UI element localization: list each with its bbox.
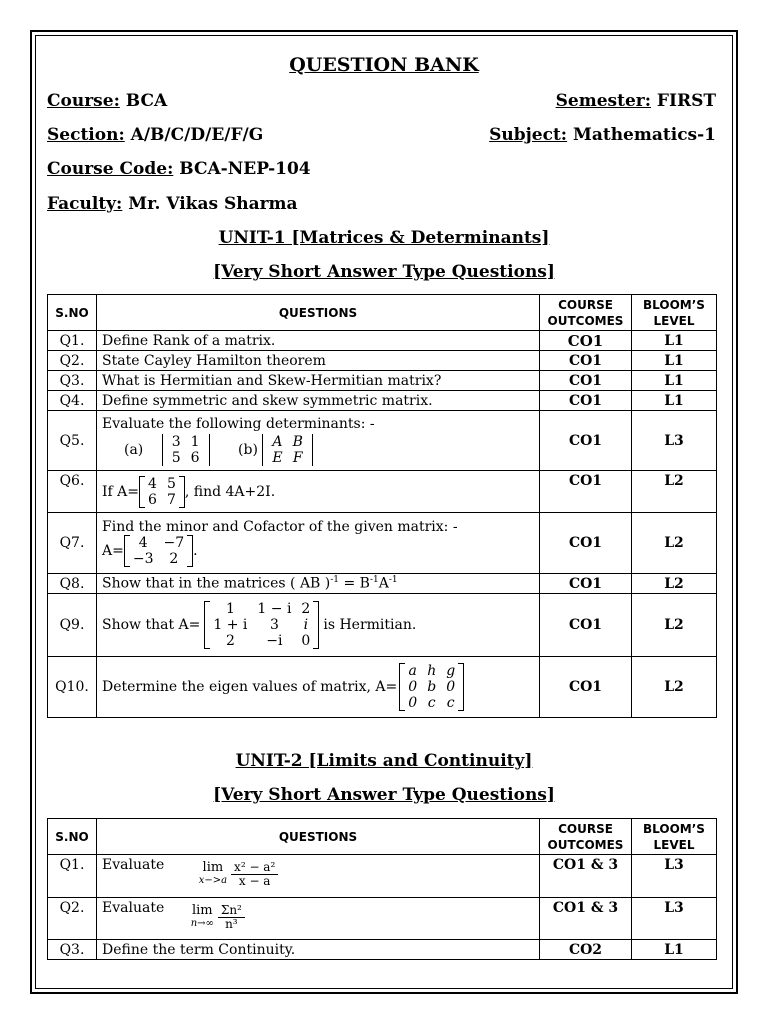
course-label: Course: <box>47 91 120 111</box>
table-row <box>48 594 717 657</box>
row-number: Q1. <box>48 855 97 898</box>
blooms-level: L3 <box>632 898 717 940</box>
row-number: Q9. <box>48 594 97 657</box>
question-text: What is Hermitian and Skew-Hermitian matrix? <box>97 371 540 391</box>
question-text <box>97 471 540 513</box>
blooms-level: L3 <box>632 411 717 471</box>
question-text <box>97 594 540 657</box>
q10-prefix: Determine the eigen values of matrix, A= <box>102 679 398 695</box>
q5a-determinant: 3 1 5 6 <box>162 434 210 466</box>
subject-label: Subject: <box>489 125 568 145</box>
question-text <box>97 657 540 718</box>
question-text <box>97 855 540 898</box>
question-text <box>97 898 540 940</box>
q9-matrix: 1 1 − i 2 1 + i 3 i 2 −i 0 <box>204 601 319 649</box>
document-title: QUESTION BANK <box>289 54 479 76</box>
q6-matrix: 4 5 6 7 <box>139 476 185 508</box>
question-text: Define symmetric and skew symmetric matrix. <box>97 391 540 411</box>
blooms-level: L1 <box>632 940 717 960</box>
header-sno: S.NO <box>48 295 97 331</box>
header-course-outcomes: COURSE OUTCOMES <box>540 819 632 855</box>
question-text: Show that in the matrices ( AB )$^{-1} = B^{-1}A^{-1}$ <box>97 574 540 594</box>
table-header-row <box>48 819 717 855</box>
table-row <box>48 574 717 594</box>
table-row <box>48 371 717 391</box>
table-row <box>48 411 717 471</box>
question-text <box>97 411 540 471</box>
q5b-determinant: A B E F <box>262 434 313 466</box>
unit2-table <box>47 818 717 960</box>
course-code-line <box>47 159 311 179</box>
question-text: Define Rank of a matrix. <box>97 331 540 351</box>
table-row <box>48 657 717 718</box>
row-number: Q6. <box>48 471 97 513</box>
row-number: Q3. <box>48 940 97 960</box>
subject-value: Mathematics-1 <box>573 125 716 145</box>
header-blooms-level: BLOOM’S LEVEL <box>632 295 717 331</box>
course-outcome: CO1 <box>540 351 632 371</box>
blooms-level: L2 <box>632 574 717 594</box>
row-number: Q2. <box>48 351 97 371</box>
q7-prefix: A= <box>102 543 124 559</box>
q9-suffix: is Hermitian. <box>323 617 417 633</box>
header-course-outcomes: COURSE OUTCOMES <box>540 295 632 331</box>
semester-label: Semester: <box>555 91 651 111</box>
faculty-label: Faculty: <box>47 194 123 214</box>
row-number: Q5. <box>48 411 97 471</box>
semester-line <box>556 91 716 111</box>
question-text <box>97 513 540 574</box>
row-number: Q10. <box>48 657 97 718</box>
blooms-level: L1 <box>632 371 717 391</box>
section-value: A/B/C/D/E/F/G <box>130 125 264 145</box>
course-code-value: BCA-NEP-104 <box>179 159 311 179</box>
row-number: Q2. <box>48 898 97 940</box>
course-outcome: CO1 <box>540 594 632 657</box>
question-q5-text: Evaluate the following determinants: - <box>102 415 375 432</box>
header-questions: QUESTIONS <box>97 295 540 331</box>
table-row <box>48 351 717 371</box>
faculty-value: Mr. Vikas Sharma <box>128 194 298 214</box>
row-number: Q1. <box>48 331 97 351</box>
question-q7-text: Find the minor and Cofactor of the given matrix: - <box>102 519 458 535</box>
unit2-title: UNIT-2 [Limits and Continuity] <box>235 751 533 771</box>
course-code-label: Course Code: <box>47 159 174 179</box>
blooms-level: L3 <box>632 855 717 898</box>
row-number: Q7. <box>48 513 97 574</box>
course-outcome: CO1 <box>540 657 632 718</box>
blooms-level: L1 <box>632 351 717 371</box>
course-outcome: CO1 <box>540 331 632 351</box>
q5-part-b: (b) <box>238 441 258 458</box>
unit1-title: UNIT-1 [Matrices & Determinants] <box>218 228 550 248</box>
table-row <box>48 391 717 411</box>
course-outcome: CO1 <box>540 411 632 471</box>
row-number: Q3. <box>48 371 97 391</box>
section-line <box>47 125 263 145</box>
header-blooms-level: BLOOM’S LEVEL <box>632 819 717 855</box>
question-text: State Cayley Hamilton theorem <box>97 351 540 371</box>
course-outcome: CO1 <box>540 371 632 391</box>
blooms-level: L2 <box>632 594 717 657</box>
unit1-table <box>47 294 717 718</box>
course-outcome: CO1 <box>540 513 632 574</box>
table-row <box>48 331 717 351</box>
subject-line <box>489 125 716 145</box>
faculty-line <box>47 194 298 214</box>
table-row <box>48 471 717 513</box>
table-row <box>48 855 717 898</box>
row-number: Q4. <box>48 391 97 411</box>
semester-value: FIRST <box>656 91 716 111</box>
table-row <box>48 898 717 940</box>
header-questions: QUESTIONS <box>97 819 540 855</box>
q1-prefix: Evaluate <box>102 857 165 873</box>
blooms-level: L2 <box>632 513 717 574</box>
q6-suffix: , find 4A+2I. <box>184 483 276 500</box>
course-outcome: CO1 <box>540 391 632 411</box>
section-label: Section: <box>47 125 125 145</box>
unit2-subtitle: [Very Short Answer Type Questions] <box>213 785 555 805</box>
blooms-level: L1 <box>632 331 717 351</box>
q7-matrix: 4 −7 −3 2 <box>124 535 193 567</box>
q2-limit-expression: lim n→∞ $\frac{\text{Σn²}}{\text{n³}}$ <box>191 904 245 931</box>
table-row <box>48 513 717 574</box>
course-outcome: CO1 & 3 <box>540 898 632 940</box>
q1-limit-expression: lim x−>a $\frac{\text{x² − a²}}{x - a}$ <box>199 861 279 888</box>
q7-suffix: . <box>193 543 198 559</box>
course-value: BCA <box>125 91 168 111</box>
course-outcome: CO1 <box>540 471 632 513</box>
question-text: Define the term Continuity. <box>97 940 540 960</box>
table-row <box>48 940 717 960</box>
q6-prefix: If A= <box>102 483 140 500</box>
course-outcome: CO1 & 3 <box>540 855 632 898</box>
q5-part-a: (a) <box>124 441 144 458</box>
unit1-subtitle: [Very Short Answer Type Questions] <box>213 262 555 282</box>
course-outcome: CO1 <box>540 574 632 594</box>
header-sno: S.NO <box>48 819 97 855</box>
blooms-level: L2 <box>632 657 717 718</box>
course-outcome: CO2 <box>540 940 632 960</box>
q2-prefix: Evaluate <box>102 900 165 916</box>
blooms-level: L2 <box>632 471 717 513</box>
blooms-level: L1 <box>632 391 717 411</box>
table-header-row <box>48 295 717 331</box>
q5-determinants <box>102 434 534 466</box>
q9-prefix: Show that A= <box>102 617 201 633</box>
q10-matrix: a h g 0 b 0 0 c c <box>399 663 464 711</box>
row-number: Q8. <box>48 574 97 594</box>
course-line <box>47 91 167 111</box>
